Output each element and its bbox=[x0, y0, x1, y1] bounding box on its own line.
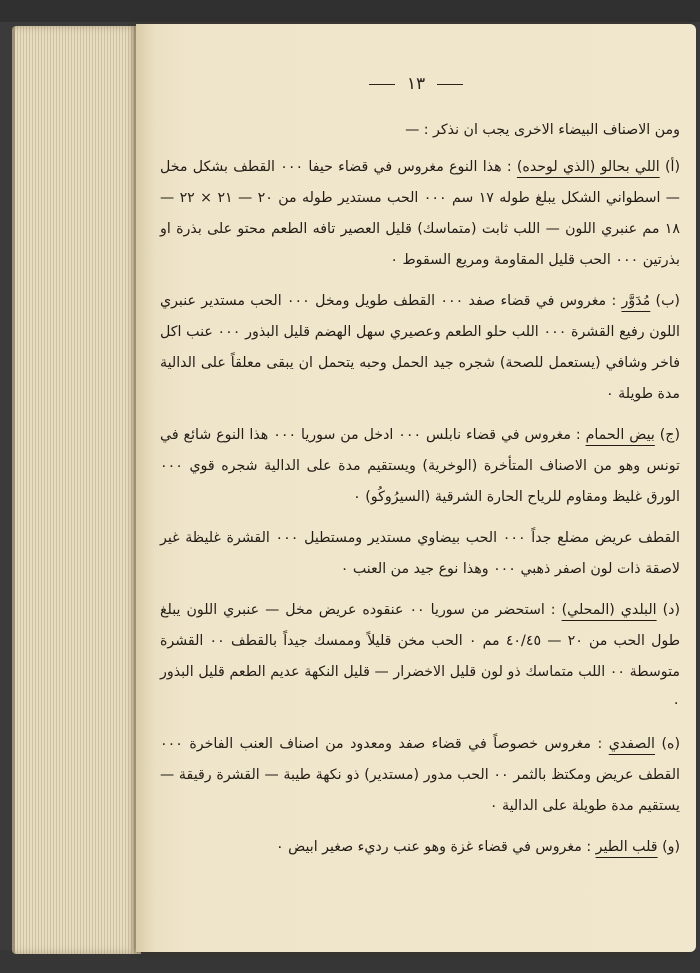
header-dash-left bbox=[369, 84, 395, 85]
section-marker: (و) bbox=[662, 839, 680, 855]
section-c-continued bbox=[160, 523, 680, 585]
section-text: : مغروس خصوصاً في قضاء صفد ومعدود من اصناف العنب الفاخرة ٠٠٠ القطف عريض ومكتظ بالثمر ٠٠ الحب مدور (مستدير) ذو نكهة طيبة — القشرة رقيقة — يستقيم مدة طويلة على الدالية ٠ bbox=[160, 736, 680, 814]
section-label: الصفدي bbox=[608, 736, 655, 752]
section-b bbox=[160, 286, 680, 410]
section-text: : مغروس في قضاء صفد ٠٠٠ القطف طويل ومخل ٠٠٠ الحب مستدير عنبري اللون رفيع القشرة ٠٠٠ اللب حلو الطعم وعصيري سهل الهضم قليل البذور ٠٠٠ عنب اكل فاخر وشافي (يستعمل للصحة) شجره جيد الحمل وحبه يتحمل ان يبقى معلقاً على الدالية مدة طويلة ٠ bbox=[160, 293, 680, 402]
book-page-edges bbox=[12, 26, 141, 954]
section-marker: (د) bbox=[662, 602, 680, 618]
section-marker: (ب) bbox=[655, 293, 680, 309]
page-header bbox=[136, 74, 696, 94]
section-text: : مغروس في قضاء غزة وهو عنب رديء صغير ابيض ٠ bbox=[275, 839, 592, 855]
section-label: البلدي (المحلي) bbox=[561, 602, 657, 618]
section-a bbox=[160, 152, 680, 276]
intro-line: ومن الاصناف البيضاء الاخرى يجب ان نذكر : — bbox=[405, 122, 680, 138]
section-marker: (أ) bbox=[664, 159, 680, 175]
section-label: قلب الطير bbox=[595, 839, 658, 855]
page-number: ١٣ bbox=[406, 74, 426, 94]
section-e bbox=[160, 729, 680, 822]
section-label: بيض الحمام bbox=[585, 427, 655, 443]
background-top bbox=[0, 0, 700, 22]
section-marker: (ه) bbox=[661, 736, 680, 752]
header-dash-right bbox=[437, 84, 463, 85]
section-label: اللي بحالو (الذي لوحده) bbox=[516, 159, 660, 175]
section-text: : هذا النوع مغروس في قضاء حيفا ٠٠٠ القطف بشكل مخل — اسطواني الشكل يبلغ طوله ١٧ سم ٠٠٠ الحب مستدير طوله من ٢٠ — ٢١ × ٢٢ — ١٨ مم عنبري اللون — اللب ثابت (متماسك) قليل العصير تافه الطعم محتو على بذرة او بذرتين ٠٠٠ الحب قليل المقاومة ومريع السقوط ٠ bbox=[160, 159, 680, 268]
section-text: : استحضر من سوريا ٠٠ عنقوده عريض مخل — عنبري اللون يبلغ طول الحب من ٢٠ — ٤٠/٤٥ مم ٠ الحب مخن قليلاً وممسك جيداً بالقطف ٠٠ القشرة متوسطة ٠٠ اللب متماسك ذو لون قليل الاخضرار — قليل النكهة عديم الطعم قليل البذور ٠ bbox=[160, 602, 680, 711]
section-text: : مغروس في قضاء نابلس ٠٠٠ ادخل من سوريا ٠٠٠ هذا النوع شائع في تونس وهو من الاصناف المتأخرة (الوخرية) ويستقيم مدة على الدالية شجره قوي ٠٠٠ الورق غليظ ومقاوم للرياح الحارة الشرقية (السيرُوكُو) ٠ bbox=[160, 427, 680, 505]
section-f bbox=[160, 832, 680, 863]
section-label: مُدَوَّر bbox=[621, 293, 651, 309]
section-marker: (ج) bbox=[659, 427, 680, 443]
page-body bbox=[160, 115, 680, 873]
section-d bbox=[160, 595, 680, 719]
section-c bbox=[160, 420, 680, 513]
section-text: القطف عريض مضلع جداً ٠٠٠ الحب بيضاوي مستدير ومستطيل ٠٠٠ القشرة غليظة غير لاصقة ذات لون اصفر ذهبي ٠٠٠ وهذا نوع جيد من العنب ٠ bbox=[160, 530, 680, 577]
